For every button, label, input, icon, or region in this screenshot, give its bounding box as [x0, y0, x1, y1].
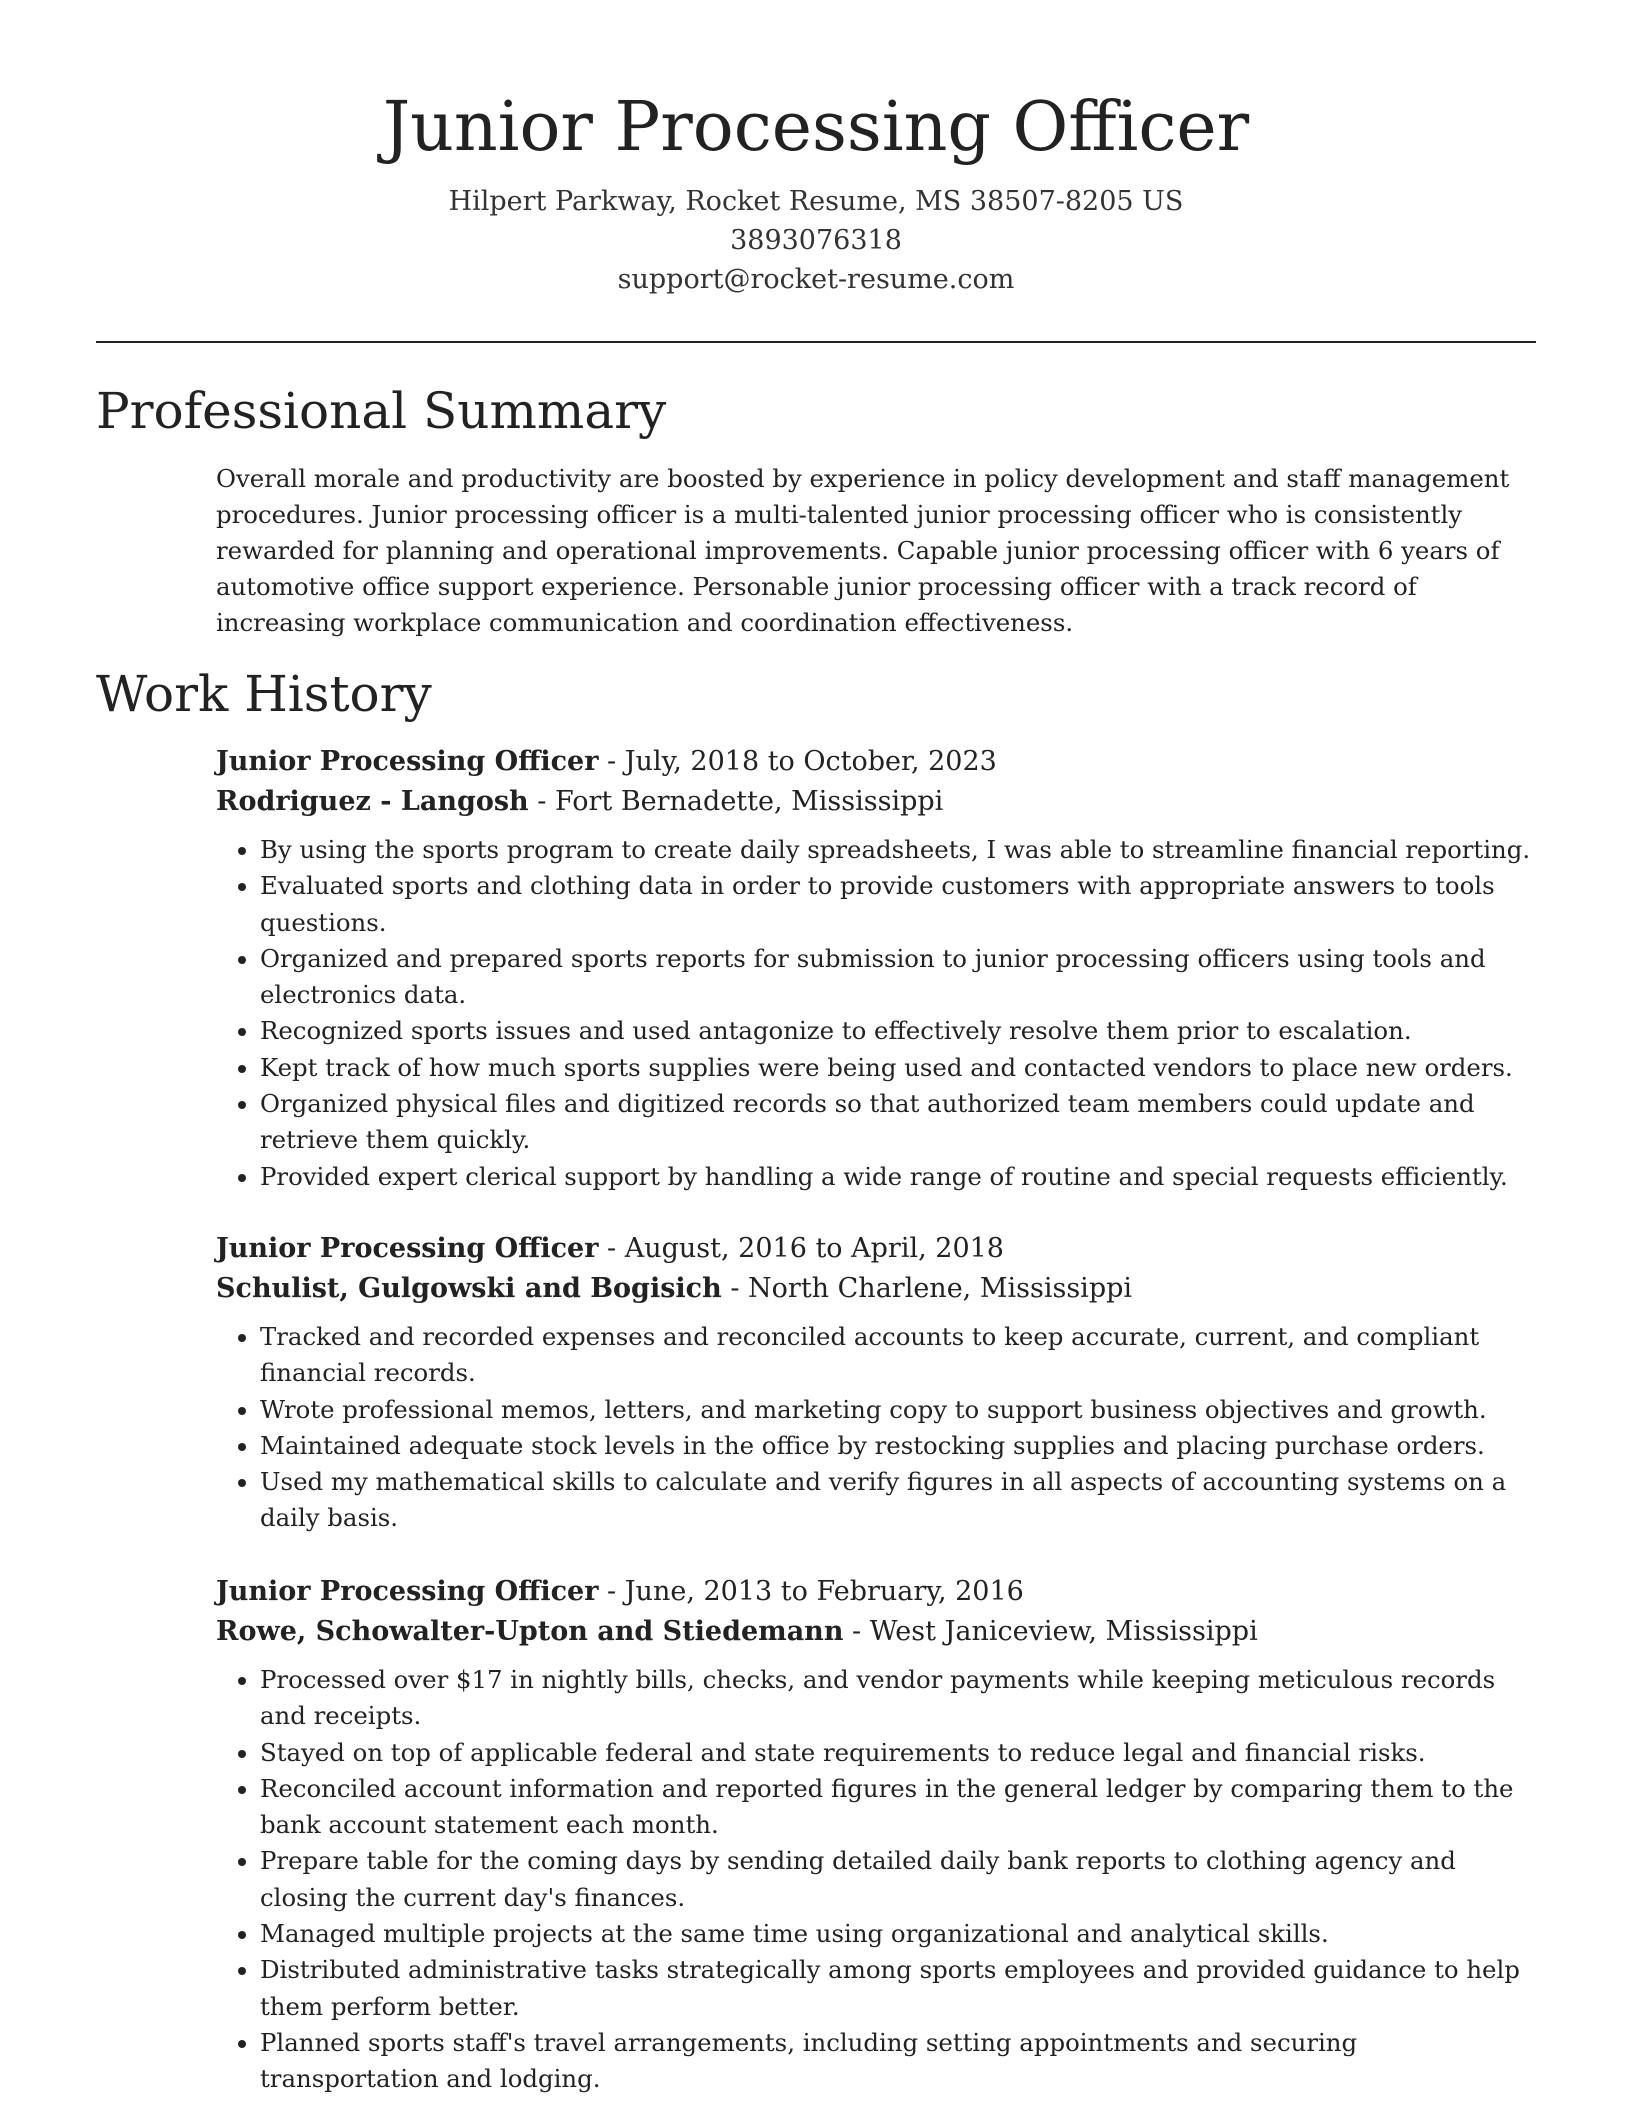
job-title-line — [216, 742, 1536, 782]
job-bullet: • Stayed on top of applicable federal and state requirements to reduce legal and financial risks. — [260, 1735, 1536, 1771]
job-dates: July, 2018 to October, 2023 — [624, 746, 997, 777]
job-bullet: • Distributed administrative tasks strategically among sports employees and provided guidance to help them perform better. — [260, 1952, 1536, 2025]
job-bullet: • Recognized sports issues and used antagonize to effectively resolve them prior to escalation. — [260, 1013, 1536, 1049]
job-bullet: • Processed over $17 in nightly bills, checks, and vendor payments while keeping meticulous records and receipts. — [260, 1662, 1536, 1735]
job-bullet: • Managed multiple projects at the same time using organizational and analytical skills. — [260, 1916, 1536, 1952]
summary-heading: Professional Summary — [96, 382, 667, 440]
job-dates: June, 2013 to February, 2016 — [624, 1576, 1024, 1607]
job-title-line — [216, 1229, 1536, 1269]
job-bullet: • Reconciled account information and reported figures in the general ledger by comparing them to the bank account statement each month. — [260, 1771, 1536, 1844]
job-bullet: • Planned sports staff's travel arrangements, including setting appointments and securing transportation and lodging. — [260, 2025, 1536, 2098]
job-bullet: • Wrote professional memos, letters, and marketing copy to support business objectives and growth. — [260, 1392, 1536, 1428]
job-bullet: • Prepare table for the coming days by sending detailed daily bank reports to clothing agency and closing the current day's finances. — [260, 1843, 1536, 1916]
job-bullet: • Evaluated sports and clothing data in order to provide customers with appropriate answers to tools questions. — [260, 868, 1536, 941]
job-company-line — [216, 782, 1536, 822]
job-location: West Janiceview, Mississippi — [869, 1616, 1258, 1647]
separator: - — [528, 786, 555, 817]
job-bullet: • Maintained adequate stock levels in the office by restocking supplies and placing purchase orders. — [260, 1428, 1536, 1464]
work-history-heading: Work History — [96, 665, 432, 723]
separator: - — [598, 1233, 625, 1264]
job-title: Junior Processing Officer — [216, 1576, 599, 1607]
job-company-line — [216, 1269, 1536, 1309]
separator: - — [721, 1273, 749, 1304]
job-bullet: • Used my mathematical skills to calculate and verify figures in all aspects of accounting systems on a daily basis. — [260, 1464, 1536, 1537]
contact-email: support@rocket-resume.com — [617, 264, 1015, 295]
job-bullet: • Tracked and recorded expenses and reconciled accounts to keep accurate, current, and compliant financial records. — [260, 1319, 1536, 1392]
job-bullet: • Organized and prepared sports reports for submission to junior processing officers using tools and electronics data. — [260, 941, 1536, 1014]
job-company: Schulist, Gulgowski and Bogisich — [216, 1273, 722, 1304]
separator: - — [598, 746, 625, 777]
job-entry — [216, 742, 1536, 1195]
job-location: North Charlene, Mississippi — [748, 1273, 1133, 1304]
job-entry — [216, 1572, 1536, 2098]
job-location: Fort Bernadette, Mississippi — [554, 786, 944, 817]
header-divider — [96, 341, 1536, 343]
job-bullets — [216, 1662, 1536, 2098]
job-bullets — [216, 832, 1536, 1195]
job-company: Rodriguez - Langosh — [216, 786, 529, 817]
resume-header — [96, 82, 1536, 299]
job-bullets — [216, 1319, 1536, 1537]
job-title: Junior Processing Officer — [216, 746, 599, 777]
contact-address: Hilpert Parkway, Rocket Resume, MS 38507-8205 US — [448, 186, 1184, 217]
job-company: Rowe, Schowalter-Upton and Stiedemann — [216, 1616, 844, 1647]
job-dates: August, 2016 to April, 2018 — [624, 1233, 1004, 1264]
separator: - — [598, 1576, 625, 1607]
contact-phone: 3893076318 — [730, 225, 902, 256]
job-bullet: • By using the sports program to create daily spreadsheets, I was able to streamline financial reporting. — [260, 832, 1536, 868]
job-bullet: • Kept track of how much sports supplies were being used and contacted vendors to place new orders. — [260, 1050, 1536, 1086]
job-title: Junior Processing Officer — [216, 1233, 599, 1264]
candidate-name: Junior Processing Officer — [382, 88, 1250, 167]
job-entry — [216, 1229, 1536, 1537]
job-company-line — [216, 1612, 1536, 1652]
job-bullet: • Organized physical files and digitized records so that authorized team members could update and retrieve them quickly. — [260, 1086, 1536, 1159]
job-bullet: • Provided expert clerical support by handling a wide range of routine and special requests efficiently. — [260, 1159, 1536, 1195]
separator: - — [843, 1616, 870, 1647]
contact-info — [96, 182, 1536, 299]
summary-text: Overall morale and productivity are boosted by experience in policy development and staff management procedures. Junior processing officer is a multi-talented junior processing officer who is consistently rewarded for planning and operational improvements. Capable junior processing officer with 6 years of automotive office support experience. Personable junior processing officer with a track record of increasing workplace communication and coordination effectiveness. — [216, 464, 1510, 637]
job-title-line — [216, 1572, 1536, 1612]
